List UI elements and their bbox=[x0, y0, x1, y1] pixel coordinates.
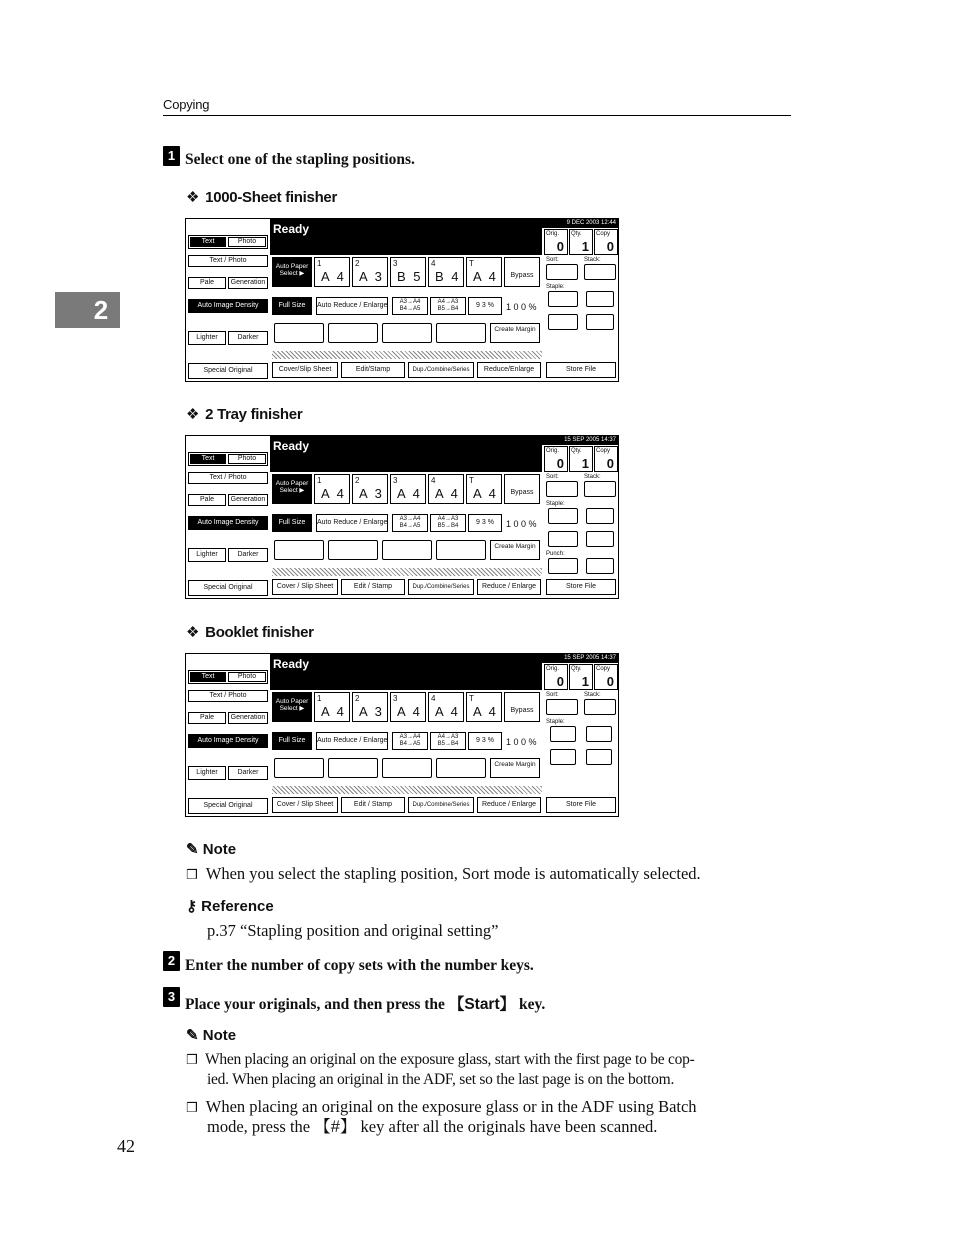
auto-image-density-button[interactable]: Auto Image Density bbox=[188, 734, 268, 748]
reduce-preset-b: B4→A5 bbox=[399, 523, 421, 529]
checkbox-bullet-icon: ❒ bbox=[186, 1101, 198, 1116]
counter-qty-label: Qty. bbox=[571, 231, 582, 237]
chapter-tab-bar bbox=[55, 292, 85, 328]
paper-tray-size: A 3 bbox=[359, 704, 384, 719]
staple-top-2-icon[interactable] bbox=[586, 531, 614, 547]
staple-label: Staple: bbox=[546, 284, 565, 290]
counter-qty-value: 1 bbox=[581, 456, 589, 471]
reduce-preset-b: B4→A5 bbox=[399, 306, 421, 312]
note-2-item-2: ❒ When placing an original on the exposure glass or in the ADF using Batch bbox=[186, 1097, 697, 1116]
text-photo-button[interactable]: Text / Photo bbox=[188, 690, 268, 702]
staple-center-icon[interactable] bbox=[550, 749, 576, 765]
counter-copy bbox=[594, 229, 618, 255]
auto-reduce-enlarge-button[interactable]: Auto Reduce / Enlarge bbox=[316, 297, 388, 315]
series-icon[interactable] bbox=[436, 323, 486, 343]
zoom-percentage: 1 0 0 % bbox=[506, 519, 537, 529]
full-size-button[interactable]: Full Size bbox=[272, 514, 312, 532]
step-number-1: 1 bbox=[163, 146, 180, 166]
staple-left-2-icon[interactable] bbox=[548, 531, 578, 547]
dup-combine-series-tab[interactable]: Dup./Combine/Series bbox=[408, 362, 474, 378]
stack-mode-icon[interactable] bbox=[584, 699, 616, 715]
text-button[interactable]: Text bbox=[190, 672, 226, 682]
2-sided-to-2-sided-icon[interactable] bbox=[328, 323, 378, 343]
special-original-button[interactable]: Special Original bbox=[188, 580, 268, 596]
punch-top-icon[interactable] bbox=[586, 558, 614, 574]
reduce-preset-button[interactable] bbox=[392, 297, 428, 315]
1-sided-to-2-sided-icon[interactable] bbox=[274, 758, 324, 778]
counter-qty bbox=[569, 664, 593, 690]
photo-button[interactable]: Photo bbox=[228, 454, 266, 464]
darker-button[interactable]: Darker bbox=[228, 766, 268, 780]
staple-label: Staple: bbox=[546, 501, 565, 507]
status-ready-bar: Ready bbox=[270, 654, 542, 690]
staple-double-icon[interactable] bbox=[586, 749, 612, 765]
paper-tray-size: A 4 bbox=[473, 269, 498, 284]
create-margin-button[interactable]: Create Margin bbox=[490, 758, 540, 778]
enlarge-preset-a: A4→A3 bbox=[437, 734, 459, 740]
dup-combine-series-tab[interactable]: Dup./Combine/Series bbox=[408, 579, 474, 595]
chapter-tab: 2 bbox=[82, 292, 120, 328]
pale-button[interactable]: Pale bbox=[188, 277, 226, 289]
paper-tray-size: A 4 bbox=[473, 704, 498, 719]
counter-orig bbox=[544, 446, 568, 472]
copier-panel-1000-sheet bbox=[185, 218, 619, 382]
paper-tray-size: A 3 bbox=[359, 486, 384, 501]
paper-tray-size: A 4 bbox=[397, 704, 422, 719]
enlarge-preset-button[interactable] bbox=[430, 514, 466, 532]
paper-tray-size: A 4 bbox=[473, 486, 498, 501]
note-heading-1: ✎ Note bbox=[186, 841, 237, 858]
reduce-preset-a: A3→A4 bbox=[399, 734, 421, 740]
stack-label: Stack: bbox=[584, 474, 601, 480]
counter-copy-label: Copy bbox=[596, 231, 611, 237]
paper-tray-T[interactable] bbox=[466, 474, 502, 504]
checkbox-bullet-icon: ❒ bbox=[186, 868, 198, 883]
create-margin-button[interactable]: Create Margin bbox=[490, 323, 540, 343]
darker-button[interactable]: Darker bbox=[228, 331, 268, 345]
paper-tray-4[interactable] bbox=[428, 474, 464, 504]
text-photo-button[interactable]: Text / Photo bbox=[188, 472, 268, 484]
store-file-button[interactable]: Store File bbox=[546, 362, 616, 378]
counter-qty bbox=[569, 446, 593, 472]
paper-tray-size: A 4 bbox=[435, 486, 460, 501]
lighter-button[interactable]: Lighter bbox=[188, 331, 226, 345]
full-size-button[interactable]: Full Size bbox=[272, 297, 312, 315]
zoom-percentage: 1 0 0 % bbox=[506, 302, 537, 312]
note-2-item-1: ❒ When placing an original on the exposure glass, start with the first page to be cop- bbox=[186, 1051, 695, 1068]
caption-2-tray: ❖ 2 Tray finisher bbox=[186, 406, 303, 423]
2-sided-to-2-sided-icon[interactable] bbox=[328, 540, 378, 560]
punch-label: Punch: bbox=[546, 551, 565, 557]
enlarge-preset-b: B5→B4 bbox=[437, 741, 459, 747]
reduce-preset-button[interactable] bbox=[392, 514, 428, 532]
paper-tray-number: 2 bbox=[355, 694, 360, 703]
sort-label: Sort: bbox=[546, 257, 559, 263]
lighter-button[interactable]: Lighter bbox=[188, 766, 226, 780]
sort-mode-icon[interactable] bbox=[546, 264, 578, 280]
paper-tray-3[interactable] bbox=[390, 474, 426, 504]
reference-heading: ⚷ Reference bbox=[186, 898, 274, 915]
darker-button[interactable]: Darker bbox=[228, 548, 268, 562]
reduce-preset-a: A3→A4 bbox=[399, 516, 421, 522]
generation-button[interactable]: Generation bbox=[228, 277, 268, 289]
paper-tray-size: A 4 bbox=[321, 269, 346, 284]
checkbox-bullet-icon: ❒ bbox=[186, 1053, 198, 1068]
stack-mode-icon[interactable] bbox=[584, 264, 616, 280]
paper-tray-number: 4 bbox=[431, 694, 436, 703]
note-2-item-1-cont: ied. When placing an original in the ADF, set so the last page is on the bottom. bbox=[207, 1071, 675, 1088]
staple-top-right-icon[interactable] bbox=[586, 726, 612, 742]
counter-orig-value: 0 bbox=[556, 674, 564, 689]
copier-panel-booklet bbox=[185, 653, 619, 817]
punch-left-icon[interactable] bbox=[548, 558, 578, 574]
paper-tray-size: A 4 bbox=[397, 486, 422, 501]
sort-label: Sort: bbox=[546, 692, 559, 698]
paper-tray-number: 2 bbox=[355, 476, 360, 485]
store-file-button[interactable]: Store File bbox=[546, 579, 616, 595]
counter-qty-value: 1 bbox=[581, 239, 589, 254]
counter-copy-label: Copy bbox=[596, 666, 611, 672]
caption-1000-sheet: ❖ 1000-Sheet finisher bbox=[186, 189, 338, 206]
status-ready-bar: Ready bbox=[270, 436, 542, 472]
auto-paper-select-button[interactable]: Auto Paper Select ▶ bbox=[272, 257, 312, 287]
generation-button[interactable]: Generation bbox=[228, 712, 268, 724]
paper-tray-size: A 4 bbox=[321, 486, 346, 501]
auto-paper-select-button[interactable]: Auto Paper Select ▶ bbox=[272, 474, 312, 504]
combine-icon[interactable] bbox=[382, 323, 432, 343]
special-original-button[interactable]: Special Original bbox=[188, 363, 268, 379]
date-time-display: 15 SEP 2005 14:37 bbox=[542, 654, 619, 663]
text-button[interactable]: Text bbox=[190, 237, 226, 247]
staple-top-icon[interactable] bbox=[550, 726, 576, 742]
paper-tray-number: T bbox=[469, 476, 474, 485]
paper-tray-2[interactable] bbox=[352, 257, 388, 287]
step-3-text: Place your originals, and then press the 【Start】 key. bbox=[185, 996, 546, 1013]
sort-mode-icon[interactable] bbox=[546, 699, 578, 715]
reduce-enlarge-tab[interactable]: Reduce / Enlarge bbox=[477, 579, 541, 595]
paper-tray-3[interactable] bbox=[390, 692, 426, 722]
pencil-icon: ✎ bbox=[186, 841, 199, 858]
staple-top-left-icon[interactable] bbox=[548, 291, 578, 307]
counter-copy-label: Copy bbox=[596, 448, 611, 454]
combine-icon[interactable] bbox=[382, 758, 432, 778]
full-size-button[interactable]: Full Size bbox=[272, 732, 312, 750]
reduce-enlarge-tab[interactable]: Reduce / Enlarge bbox=[477, 797, 541, 813]
counter-qty bbox=[569, 229, 593, 255]
auto-paper-select-button[interactable]: Auto Paper Select ▶ bbox=[272, 692, 312, 722]
paper-tray-number: 1 bbox=[317, 259, 322, 268]
note-2-item-2-cont: mode, press the 【#】 key after all the originals have been scanned. bbox=[207, 1117, 658, 1136]
reduce-preset-button[interactable] bbox=[392, 732, 428, 750]
paper-tray-1[interactable] bbox=[314, 474, 350, 504]
percent-93-button[interactable]: 9 3 % bbox=[468, 732, 502, 750]
counter-qty-label: Qty. bbox=[571, 666, 582, 672]
paper-tray-size: B 4 bbox=[435, 269, 461, 284]
pale-button[interactable]: Pale bbox=[188, 494, 226, 506]
counter-orig bbox=[544, 229, 568, 255]
series-icon[interactable] bbox=[436, 758, 486, 778]
zoom-percentage: 1 0 0 % bbox=[506, 737, 537, 747]
step-1-text: Select one of the stapling positions. bbox=[185, 151, 415, 168]
counter-orig-value: 0 bbox=[556, 456, 564, 471]
1-sided-to-2-sided-icon[interactable] bbox=[274, 323, 324, 343]
reduce-preset-a: A3→A4 bbox=[399, 299, 421, 305]
pale-button[interactable]: Pale bbox=[188, 712, 226, 724]
stack-label: Stack: bbox=[584, 257, 601, 263]
running-header: Copying bbox=[163, 97, 210, 112]
paper-tray-number: T bbox=[469, 694, 474, 703]
counter-copy bbox=[594, 446, 618, 472]
paper-tray-4[interactable] bbox=[428, 257, 464, 287]
paper-tray-size: A 3 bbox=[359, 269, 384, 284]
step-number-3: 3 bbox=[163, 987, 180, 1007]
1-sided-to-2-sided-icon[interactable] bbox=[274, 540, 324, 560]
create-margin-button[interactable]: Create Margin bbox=[490, 540, 540, 560]
store-file-button[interactable]: Store File bbox=[546, 797, 616, 813]
auto-reduce-enlarge-button[interactable]: Auto Reduce / Enlarge bbox=[316, 514, 388, 532]
enlarge-preset-b: B5→B4 bbox=[437, 523, 459, 529]
edit-stamp-tab[interactable]: Edit / Stamp bbox=[341, 579, 405, 595]
cover-slip-sheet-tab[interactable]: Cover/Slip Sheet bbox=[272, 362, 338, 378]
scroll-hatch-bar bbox=[272, 568, 542, 576]
enlarge-preset-button[interactable] bbox=[430, 297, 466, 315]
sort-mode-icon[interactable] bbox=[546, 481, 578, 497]
auto-image-density-button[interactable]: Auto Image Density bbox=[188, 299, 268, 313]
combine-icon[interactable] bbox=[382, 540, 432, 560]
reduce-enlarge-tab[interactable]: Reduce/Enlarge bbox=[477, 362, 541, 378]
enlarge-preset-a: A4→A3 bbox=[437, 299, 459, 305]
paper-tray-1[interactable] bbox=[314, 257, 350, 287]
reference-link[interactable]: p.37 “Stapling position and original setting” bbox=[207, 921, 499, 940]
cover-slip-sheet-tab[interactable]: Cover / Slip Sheet bbox=[272, 797, 338, 813]
counter-qty-value: 1 bbox=[581, 674, 589, 689]
pencil-icon: ✎ bbox=[186, 1027, 199, 1044]
paper-tray-number: 2 bbox=[355, 259, 360, 268]
page-number: 42 bbox=[117, 1136, 135, 1156]
bypass-button[interactable]: Bypass bbox=[504, 257, 540, 287]
scroll-hatch-bar bbox=[272, 351, 542, 359]
note-heading-2: ✎ Note bbox=[186, 1027, 237, 1044]
staple-left-2-icon[interactable] bbox=[548, 314, 578, 330]
staple-top-2-icon[interactable] bbox=[586, 314, 614, 330]
header-rule bbox=[163, 115, 791, 116]
counter-orig-label: Orig. bbox=[546, 448, 560, 454]
lighter-button[interactable]: Lighter bbox=[188, 548, 226, 562]
scroll-hatch-bar bbox=[272, 786, 542, 794]
paper-tray-number: 3 bbox=[393, 259, 398, 268]
sort-label: Sort: bbox=[546, 474, 559, 480]
bypass-button[interactable]: Bypass bbox=[504, 474, 540, 504]
paper-tray-size: A 4 bbox=[435, 704, 460, 719]
copier-panel-2-tray bbox=[185, 435, 619, 599]
counter-copy bbox=[594, 664, 618, 690]
staple-top-right-icon[interactable] bbox=[586, 291, 614, 307]
staple-top-left-icon[interactable] bbox=[548, 508, 578, 524]
enlarge-preset-a: A4→A3 bbox=[437, 516, 459, 522]
paper-tray-2[interactable] bbox=[352, 474, 388, 504]
paper-tray-number: 4 bbox=[431, 476, 436, 485]
paper-tray-T[interactable] bbox=[466, 692, 502, 722]
paper-tray-size: B 5 bbox=[397, 269, 423, 284]
paper-tray-number: T bbox=[469, 259, 474, 268]
staple-top-right-icon[interactable] bbox=[586, 508, 614, 524]
dup-combine-series-tab[interactable]: Dup./Combine/Series bbox=[408, 797, 474, 813]
note-1-item: ❒ When you select the stapling position, Sort mode is automatically selected. bbox=[186, 864, 701, 883]
paper-tray-number: 1 bbox=[317, 476, 322, 485]
counter-copy-value: 0 bbox=[606, 456, 614, 471]
percent-93-button[interactable]: 9 3 % bbox=[468, 514, 502, 532]
counter-qty-label: Qty. bbox=[571, 448, 582, 454]
status-ready-bar: Ready bbox=[270, 219, 542, 255]
paper-tray-number: 3 bbox=[393, 694, 398, 703]
cover-slip-sheet-tab[interactable]: Cover / Slip Sheet bbox=[272, 579, 338, 595]
stack-label: Stack: bbox=[584, 692, 601, 698]
text-button[interactable]: Text bbox=[190, 454, 226, 464]
step-2-text: Enter the number of copy sets with the number keys. bbox=[185, 957, 534, 974]
edit-stamp-tab[interactable]: Edit / Stamp bbox=[341, 797, 405, 813]
paper-tray-size: A 4 bbox=[321, 704, 346, 719]
paper-tray-number: 4 bbox=[431, 259, 436, 268]
date-time-display: 15 SEP 2005 14:37 bbox=[542, 436, 619, 445]
counter-copy-value: 0 bbox=[606, 674, 614, 689]
reduce-preset-b: B4→A5 bbox=[399, 741, 421, 747]
paper-tray-3[interactable] bbox=[390, 257, 426, 287]
counter-orig bbox=[544, 664, 568, 690]
auto-image-density-button[interactable]: Auto Image Density bbox=[188, 516, 268, 530]
photo-button[interactable]: Photo bbox=[228, 237, 266, 247]
counter-copy-value: 0 bbox=[606, 239, 614, 254]
counter-orig-value: 0 bbox=[556, 239, 564, 254]
date-time-display: 9 DEC 2003 12:44 bbox=[542, 219, 619, 228]
staple-label: Staple: bbox=[546, 719, 565, 725]
paper-tray-number: 3 bbox=[393, 476, 398, 485]
counter-orig-label: Orig. bbox=[546, 666, 560, 672]
counter-orig-label: Orig. bbox=[546, 231, 560, 237]
auto-reduce-enlarge-button[interactable]: Auto Reduce / Enlarge bbox=[316, 732, 388, 750]
special-original-button[interactable]: Special Original bbox=[188, 798, 268, 814]
photo-button[interactable]: Photo bbox=[228, 672, 266, 682]
2-sided-to-2-sided-icon[interactable] bbox=[328, 758, 378, 778]
paper-tray-4[interactable] bbox=[428, 692, 464, 722]
caption-booklet: ❖ Booklet finisher bbox=[186, 624, 314, 641]
text-photo-button[interactable]: Text / Photo bbox=[188, 255, 268, 267]
stack-mode-icon[interactable] bbox=[584, 481, 616, 497]
percent-93-button[interactable]: 9 3 % bbox=[468, 297, 502, 315]
key-icon: ⚷ bbox=[186, 898, 197, 915]
paper-tray-T[interactable] bbox=[466, 257, 502, 287]
enlarge-preset-button[interactable] bbox=[430, 732, 466, 750]
bypass-button[interactable]: Bypass bbox=[504, 692, 540, 722]
edit-stamp-tab[interactable]: Edit/Stamp bbox=[341, 362, 405, 378]
series-icon[interactable] bbox=[436, 540, 486, 560]
enlarge-preset-b: B5→B4 bbox=[437, 306, 459, 312]
step-number-2: 2 bbox=[163, 951, 180, 971]
paper-tray-2[interactable] bbox=[352, 692, 388, 722]
paper-tray-1[interactable] bbox=[314, 692, 350, 722]
paper-tray-number: 1 bbox=[317, 694, 322, 703]
generation-button[interactable]: Generation bbox=[228, 494, 268, 506]
